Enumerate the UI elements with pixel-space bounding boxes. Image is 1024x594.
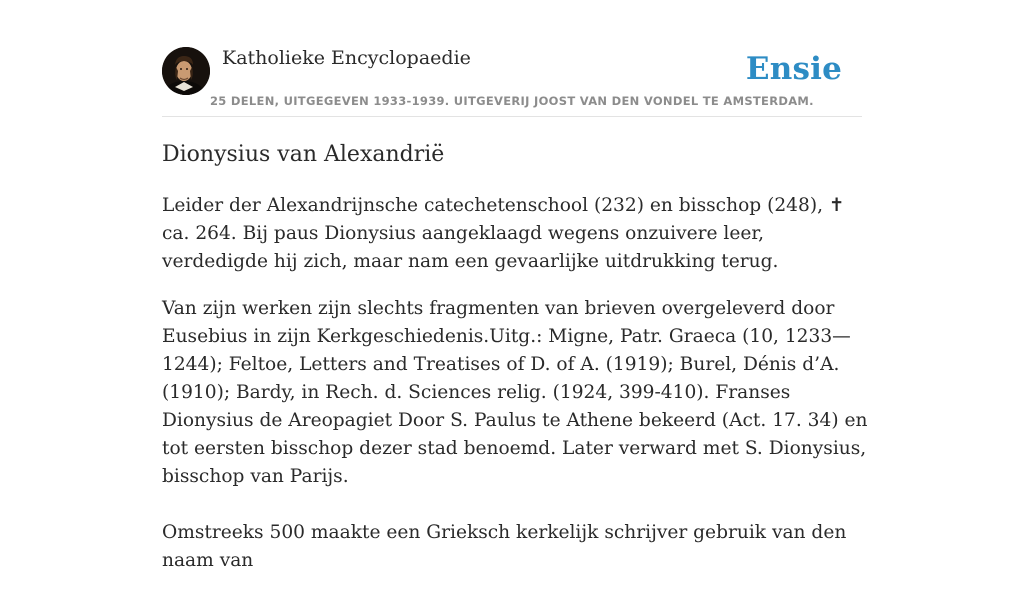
article-paragraph-3: Omstreeks 500 maakte een Grieksch kerkelijk schrijver gebruik van den naam van (162, 522, 847, 571)
article-paragraph-1: Leider der Alexandrijnsche catechetenschool (232) en bisschop (248), ✝ ca. 264. Bij paus Dionysius aangeklaagd wegens onzuivere leer, verdedigde hij zich, maar nam een gevaarlijke uitdrukking terug. (162, 195, 845, 272)
site-header (162, 0, 862, 117)
encyclopedia-title[interactable]: Katholieke Encyclopaedie (222, 47, 471, 69)
article-paragraph-2: Van zijn werken zijn slechts fragmenten van brieven overgeleverd door Eusebius in zijn Kerkgeschiedenis.Uitg.: Migne, Patr. Graeca (10, 1233—1244); Feltoe, Letters and Treatises of D. of A. (1919); Burel, Dénis d’A. (1910); Bardy, in Rech. d. Sciences relig. (1924, 399-410). Franses Dionysius de Areopagiet Door S. Paulus te Athene bekeerd (Act. 17. 34) en tot eersten bisschop dezer stad benoemd. Later verward met S. Dionysius, bisschop van Parijs. (162, 298, 868, 487)
publication-subtitle: 25 DELEN, UITGEGEVEN 1933-1939. UITGEVERIJ JOOST VAN DEN VONDEL TE AMSTERDAM. (210, 94, 814, 108)
article-body (162, 192, 868, 594)
page-container (162, 0, 868, 571)
ensie-logo[interactable]: Ensie (745, 51, 842, 87)
portrait-avatar-icon[interactable] (162, 47, 210, 95)
page-title: Dionysius van Alexandrië (162, 142, 445, 167)
